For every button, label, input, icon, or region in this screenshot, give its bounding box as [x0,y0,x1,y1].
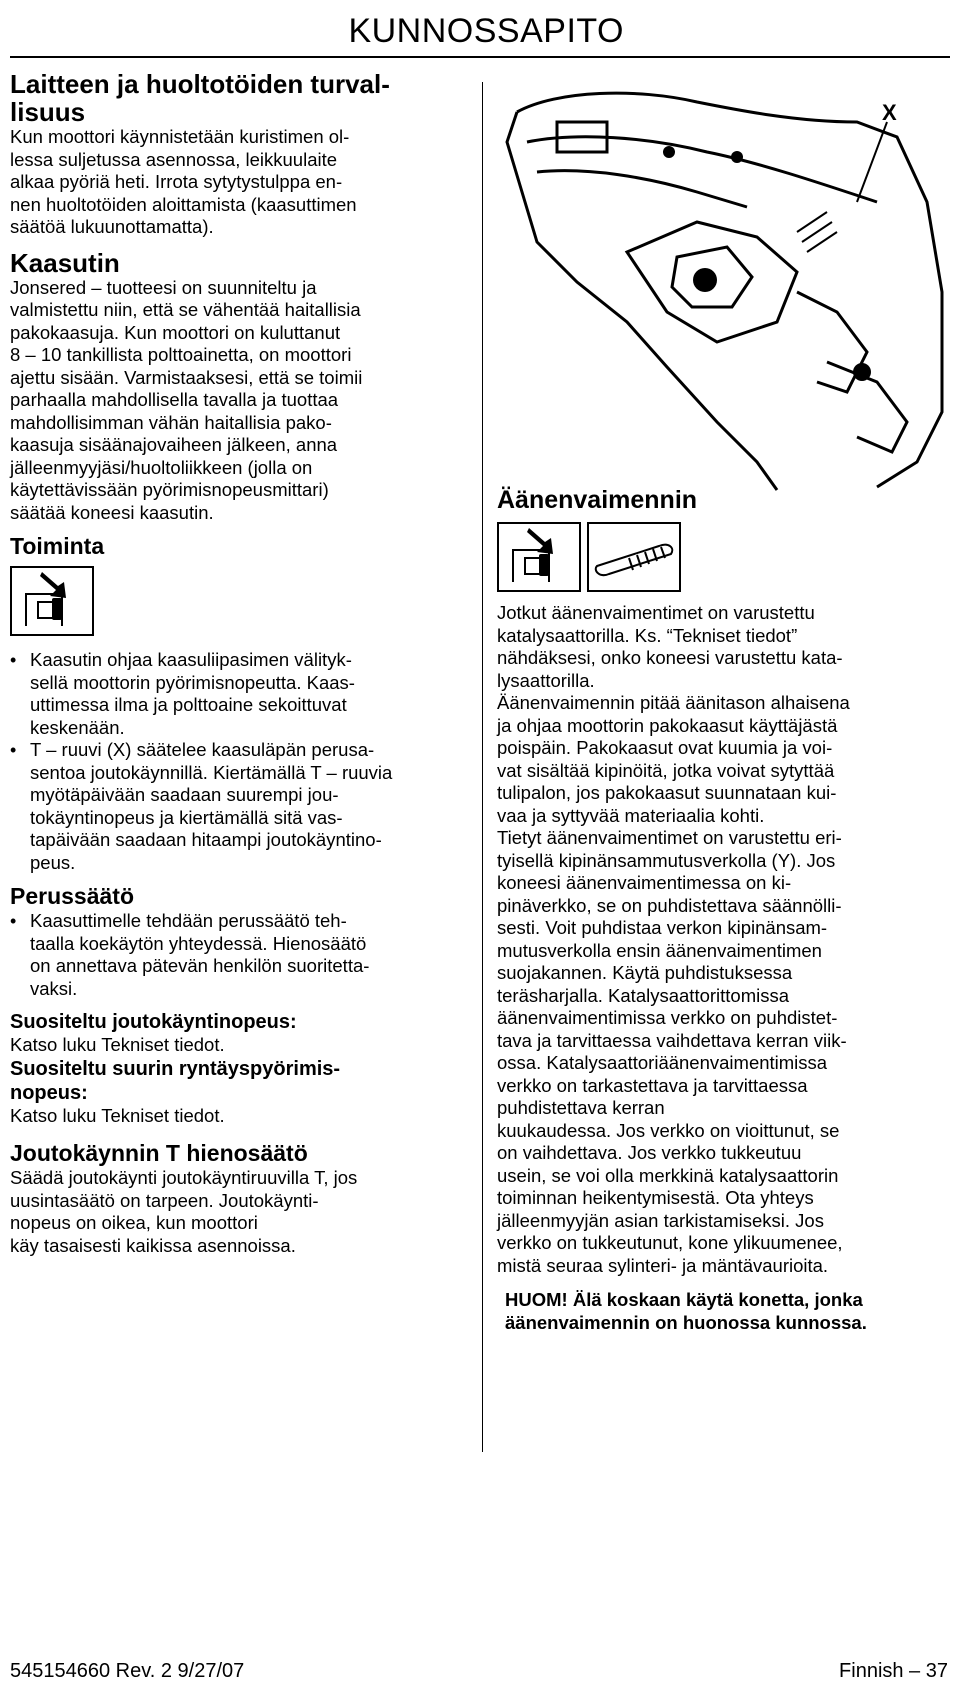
text-line: ja ohjaa moottorin pakokaasut käyttäjästä [497,714,838,736]
carburetor-text [10,277,480,525]
text-line: säätää koneesi kaasutin. [10,501,214,523]
text-line: äänenvaimentimissa verkko on puhdistet- [497,1007,838,1028]
text-line: ajettu sisään. Varmistaaksesi, että se toimii [10,366,363,388]
text-line: vat sisältää kipinöitä, jotka voivat sytyttää [497,759,835,781]
right-column [497,486,947,1334]
list-item [10,649,480,739]
muffler-heading: Äänenvaimennin [497,486,698,514]
list-item-line: taalla koekäytön yhteydessä. Hienosäätö [30,932,367,954]
max-speed-text: Katso luku Tekniset tiedot. [10,1104,225,1126]
page-footer [0,1660,960,1690]
list-item-line: sentoa joutokäynnillä. Kiertämällä T – ruuvia [30,761,393,783]
idle-speed-heading: Suositeltu joutokäyntinopeus: [10,1011,297,1033]
text-line: Säädä joutokäynti joutokäyntiruuvilla T, jos [10,1167,358,1188]
section-title: KUNNOSSAPITO [348,12,624,50]
list-item [10,739,480,874]
text-line: valmistettu niin, että se vähentää haitallisia [10,299,361,320]
text-line: ossa. Katalysaattoriäänenvaimentimissa [497,1052,828,1073]
header-rule [10,56,950,58]
text-line: pakokaasuja. Kun moottori on kuluttanut [10,321,341,343]
list-item-line: • Kaasuttimelle tehdään perussäätö teh- [30,910,347,931]
text-line: kuukaudessa. Jos verkko on vioittunut, se [497,1119,840,1141]
off-switch-icon [10,566,94,636]
list-item [10,910,480,1000]
text-line: on vaihdettava. Jos verkko tukkeutuu [497,1142,802,1163]
text-line: mutusverkolla ensin äänenvaimentimen [497,939,822,961]
list-item-line: • Kaasutin ohjaa kaasuliipasimen välityk- [30,649,352,670]
list-item-line: vaksi. [30,977,78,999]
text-line: nen huoltotöiden aloittamista (kaasuttimen [10,193,357,215]
text-line: mahdollisimman vähän haitallisia pako- [10,411,332,433]
text-line: alkaa pyöriä heti. Irrota sytytystulppa en- [10,171,343,192]
text-line: tulipalon, jos pakokaasut suunnataan kui- [497,782,837,803]
text-line: jälleenmyyjän asian tarkistamiseksi. Jos [497,1209,824,1231]
text-line: kaasuja sisäänajovaiheen jälkeen, anna [10,434,338,455]
text-line: jälleenmyyjäsi/huoltoliikkeen (jolla on [10,456,313,478]
text-line: Jonsered – tuotteesi on suunniteltu ja [10,276,317,298]
list-item-line: sellä moottorin pyörimisnopeutta. Kaas- [30,671,355,693]
text-line: nähdäksesi, onko koneesi varustettu kata- [497,647,843,668]
text-line: käytettävissään pyörimisnopeusmittari) [10,479,329,500]
muffler-icons [497,522,947,592]
text-line: teräsharjalla. Katalysaattorittomissa [497,984,790,1006]
text-line: Kun moottori käynnistetään kuristimen ol- [10,126,350,147]
list-item-line: uttimessa ilma ja polttoaine sekoittuvat [30,694,347,715]
text-line: usein, se voi olla merkkinä katalysaattorin [497,1164,839,1186]
text-line: pinäverkko, se on puhdistettava säännölli- [497,894,842,916]
page-header [0,0,960,56]
text-line: poispäin. Pakokaasut ovat kuumia ja voi- [497,737,833,758]
note-text-2: äänenvaimennin on huonossa kunnossa. [505,1311,867,1333]
list-item-line: tokäyntinopeus ja kiertämällä sitä vas- [30,806,343,828]
text-line: 8 – 10 tankillista polttoainetta, on moottori [10,344,352,365]
text-line: parhaalla mahdollisella tavalla ja tuottaa [10,389,339,410]
text-line: toiminnan heikentymisestä. Ota yhteys [497,1187,814,1208]
carburetor-heading: Kaasutin [10,247,120,278]
text-line: lessa suljetussa asennossa, leikkuulaite [10,148,338,170]
warning-note [497,1289,947,1334]
function-list [10,649,480,874]
text-line: verkko on tukkeutunut, kone ylikuumenee, [497,1232,843,1253]
text-line: vaa ja syttyvää materiaalia kohti. [497,804,765,826]
basic-setting-heading: Perussäätö [10,883,135,909]
text-line: Tietyt äänenvaimentimet on varustettu eri- [497,827,842,848]
text-line: puhdistettava kerran [497,1097,665,1118]
page-number: Finnish – 37 [839,1660,948,1682]
off-switch-icon [497,522,581,592]
column-divider [482,82,483,1452]
note-label: HUOM! [505,1289,568,1310]
text-line: koneesi äänenvaimentimessa on ki- [497,872,792,893]
carburetor-diagram [497,82,947,492]
text-line: tyisellä kipinänsammutusverkolla (Y). Jos [497,849,836,871]
text-line: mistä seuraa sylinteri- ja mäntävaurioita. [497,1254,829,1276]
idle-speed-text: Katso luku Tekniset tiedot. [10,1034,225,1055]
text-line: sesti. Voit puhdistaa verkon kipinänsam- [497,917,828,938]
list-item-line: myötäpäivään saadaan suurempi jou- [30,784,339,805]
text-line: katalysaattorilla. Ks. “Tekniset tiedot” [497,624,798,646]
muffler-text [497,602,947,1277]
safety-text [10,126,480,239]
list-item-line: keskenään. [30,716,125,738]
list-item-line: on annettava pätevän henkilön suoritetta- [30,955,370,976]
text-line: uusintasäätö on tarpeen. Joutokäynti- [10,1189,319,1211]
text-line: Äänenvaimennin pitää äänitason alhaisena [497,692,850,713]
fine-tuning-heading: Joutokäynnin T hienosäätö [10,1140,308,1166]
list-item-line: • T – ruuvi (X) säätelee kaasuläpän perusa- [30,739,375,760]
text-line: verkko on tarkastettava ja tarvittaessa [497,1074,808,1096]
text-line: nopeus on oikea, kun moottori [10,1212,258,1233]
max-speed-heading: Suositeltu suurin ryntäyspyörimis- nopeus: [10,1057,341,1104]
left-column [10,70,480,1257]
document-number: 545154660 Rev. 2 9/27/07 [10,1660,245,1682]
text-line: käy tasaisesti kaikissa asennoissa. [10,1234,296,1256]
function-heading: Toiminta [10,533,105,559]
note-text: Älä koskaan käytä konetta, jonka [567,1289,863,1310]
wire-brush-icon [587,522,681,592]
list-item-line: peus. [30,851,76,873]
safety-heading: Laitteen ja huoltotöiden turval- lisuus [10,69,390,127]
list-item-line: tapäivään saadaan hitaampi joutokäyntino- [30,829,382,850]
diagram-label-x: X [882,100,897,125]
text-line: Jotkut äänenvaimentimet on varustettu [497,602,815,623]
text-line: tava ja tarvittaessa vaihdettava kerran viik- [497,1029,847,1051]
basic-setting-list [10,910,480,1000]
text-line: säätöä lukuunottamatta). [10,216,214,237]
fine-tuning-text [10,1167,480,1257]
text-line: suojakannen. Käytä puhdistuksessa [497,962,793,983]
text-line: lysaattorilla. [497,669,595,691]
